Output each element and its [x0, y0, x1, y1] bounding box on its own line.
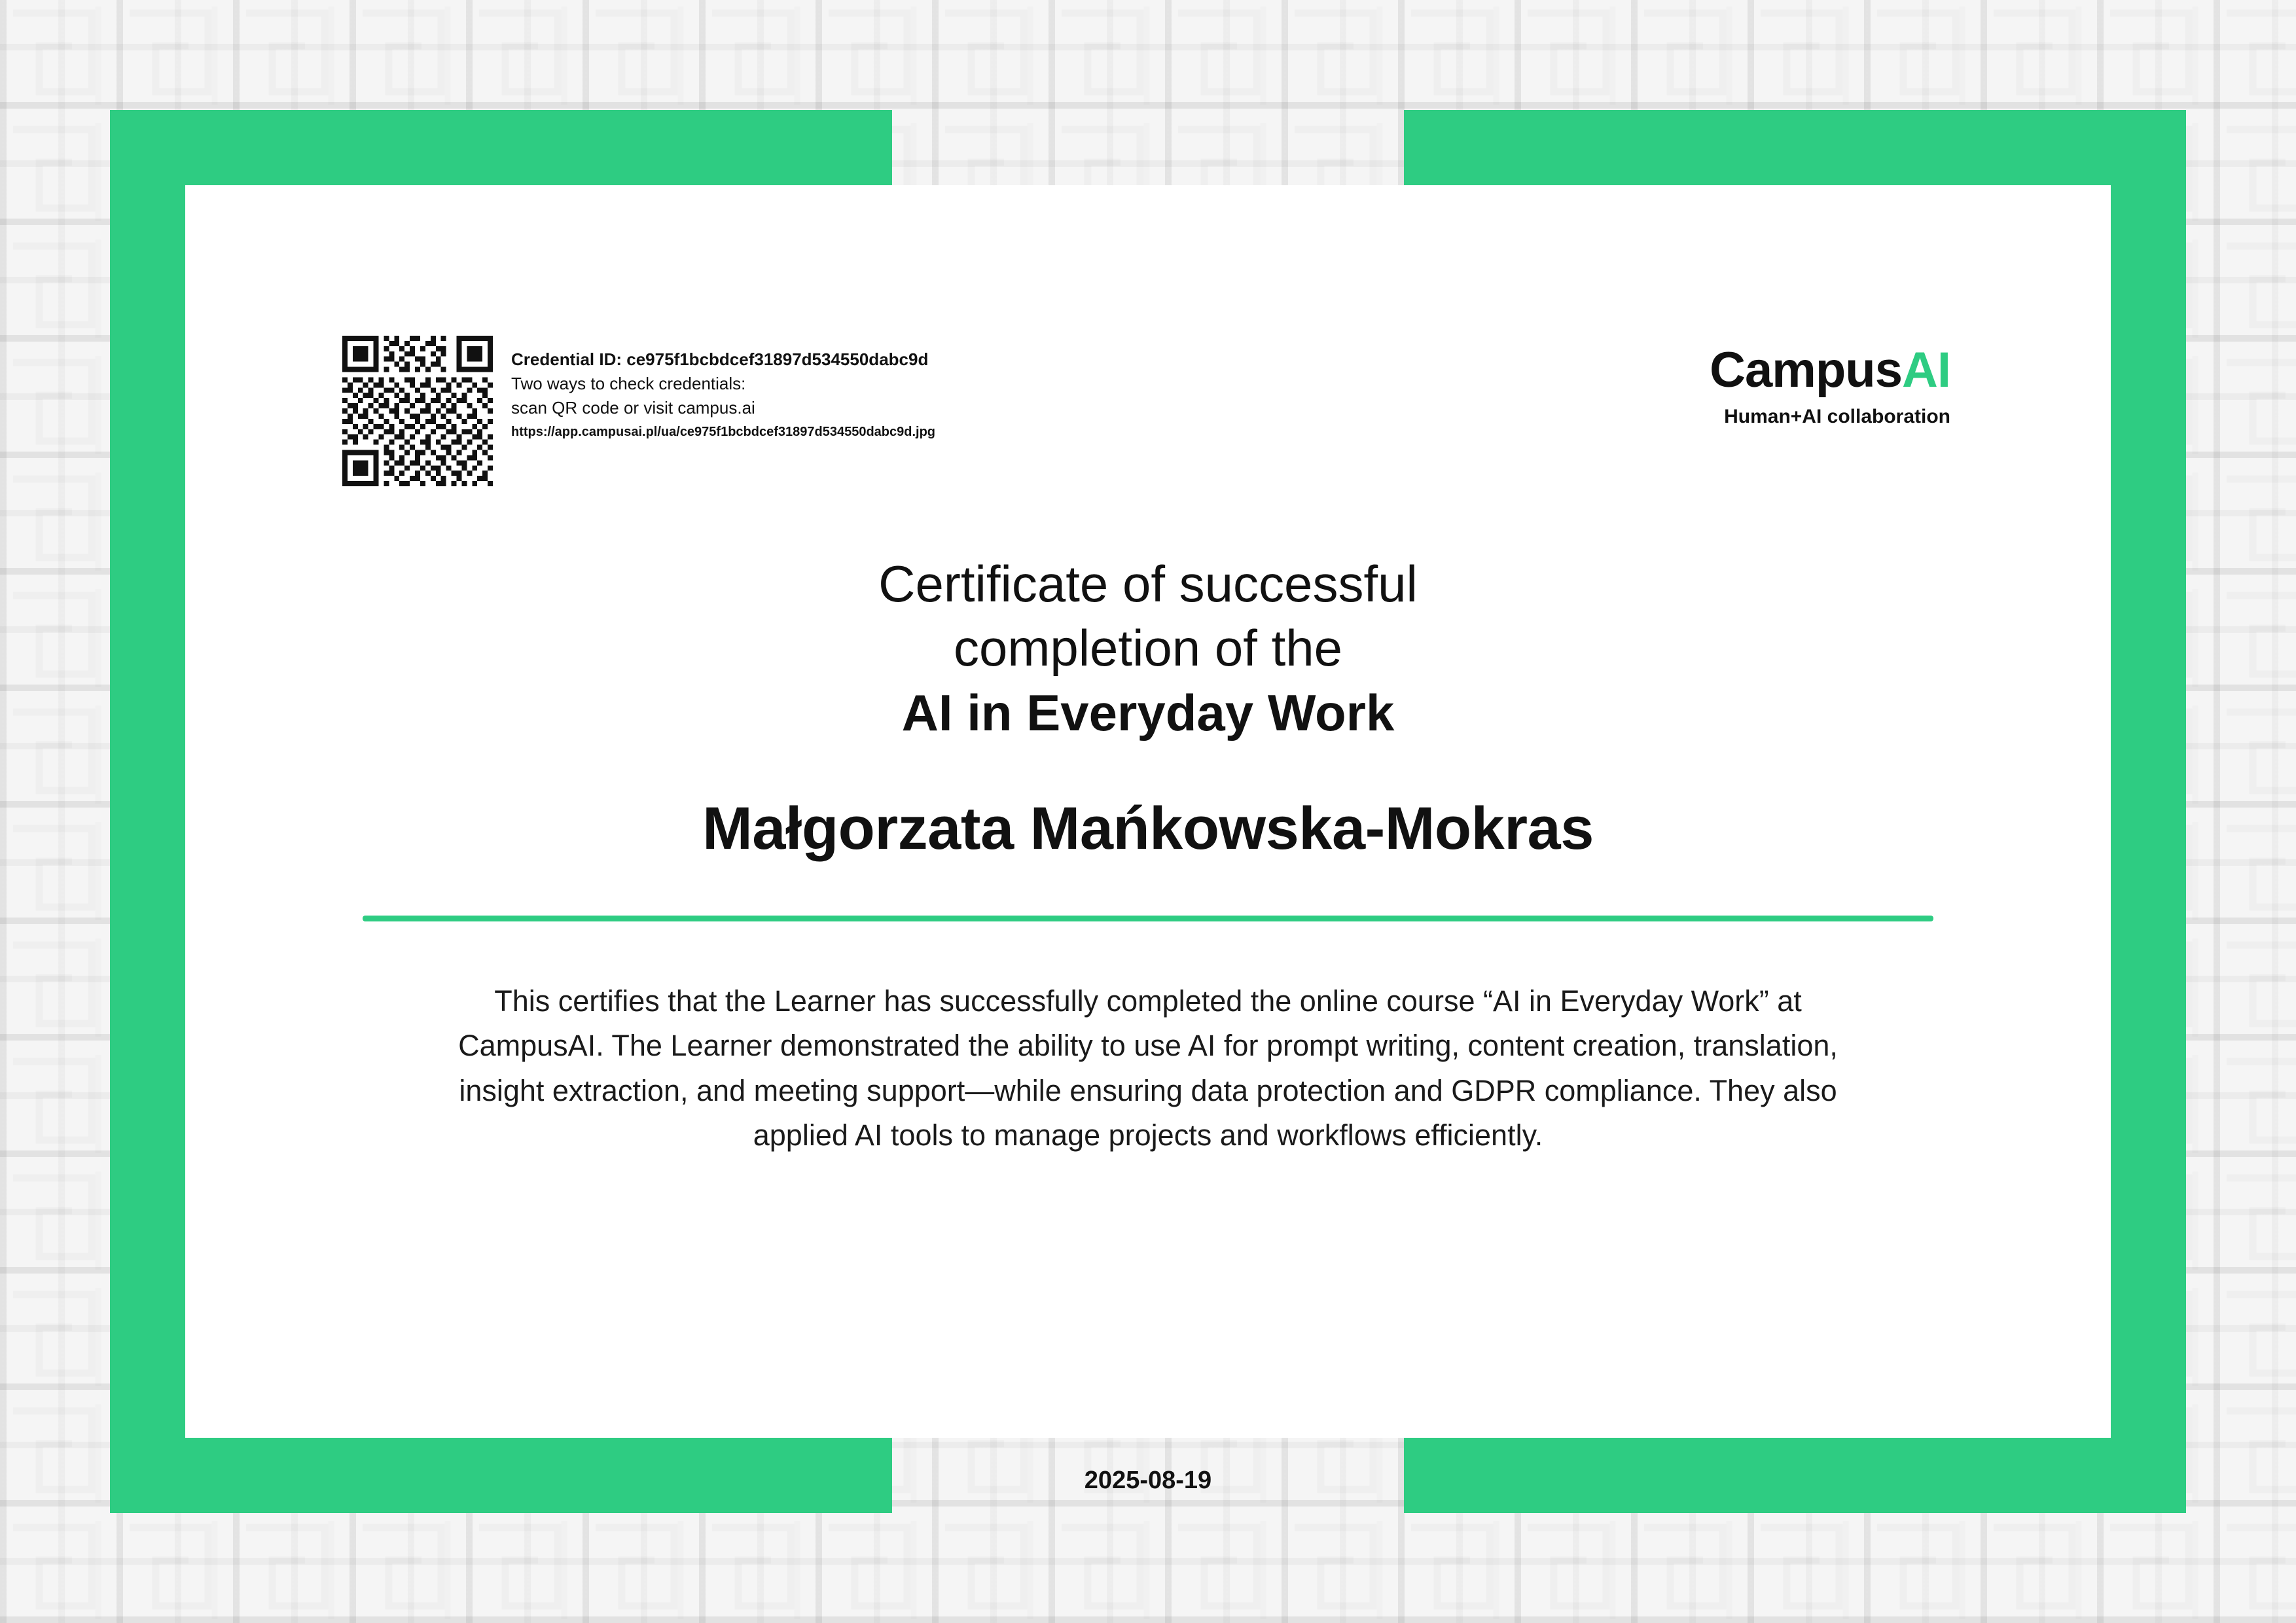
brand-name-campus: Campus	[1710, 342, 1902, 398]
credential-url[interactable]: https://app.campusai.pl/ua/ce975f1bcbdcef31897d534550dabc9d.jpg	[511, 424, 936, 439]
credential-text	[511, 336, 935, 441]
certificate-header	[185, 185, 2111, 439]
recipient-name: Małgorzata Mańkowska-Mokras	[702, 794, 1594, 862]
frame-top-left	[110, 110, 892, 185]
brand-tagline: Human+AI collaboration	[1724, 406, 1950, 427]
issue-date: 2025-08-19	[1084, 1467, 1212, 1494]
qr-code-icon[interactable]	[342, 336, 493, 486]
frame-right	[2111, 110, 2186, 1513]
credential-check-line-1: Two ways to check credentials:	[511, 373, 746, 393]
frame-top-right	[1404, 110, 2186, 185]
title-line-1: Certificate of successful	[878, 555, 1418, 613]
title-line-2: completion of the	[953, 619, 1343, 677]
frame-gap-top	[892, 110, 1404, 185]
frame-bottom-left	[110, 1438, 892, 1513]
frame-bottom-right	[1404, 1438, 2186, 1513]
certificate	[110, 110, 2186, 1513]
certificate-inner-card	[185, 185, 2111, 1438]
credential-block	[342, 336, 935, 486]
certificate-description: This certifies that the Learner has successfully completed the online course “AI in Everyday Work” at CampusAI. The Learner demonstrated the ability to use AI for prompt writing, content creation, translation, insight extraction, and meeting support—while ensuring data protection and GDPR compliance. They also applied AI tools to manage projects and workflows efficiently.	[458, 984, 1838, 1152]
certificate-body	[185, 552, 2111, 1158]
credential-id-label: Credential ID:	[511, 349, 622, 369]
brand-logo	[1710, 342, 1950, 428]
credential-id-row	[511, 348, 935, 372]
frame-left	[110, 110, 185, 1513]
brand-name-ai: AI	[1902, 342, 1950, 398]
credential-id-value: ce975f1bcbdcef31897d534550dabc9d	[626, 349, 929, 369]
brand-wordmark	[1710, 342, 1950, 398]
course-name: AI in Everyday Work	[901, 683, 1395, 741]
credential-check-line-2: scan QR code or visit campus.ai	[511, 397, 755, 418]
divider	[363, 916, 1933, 921]
